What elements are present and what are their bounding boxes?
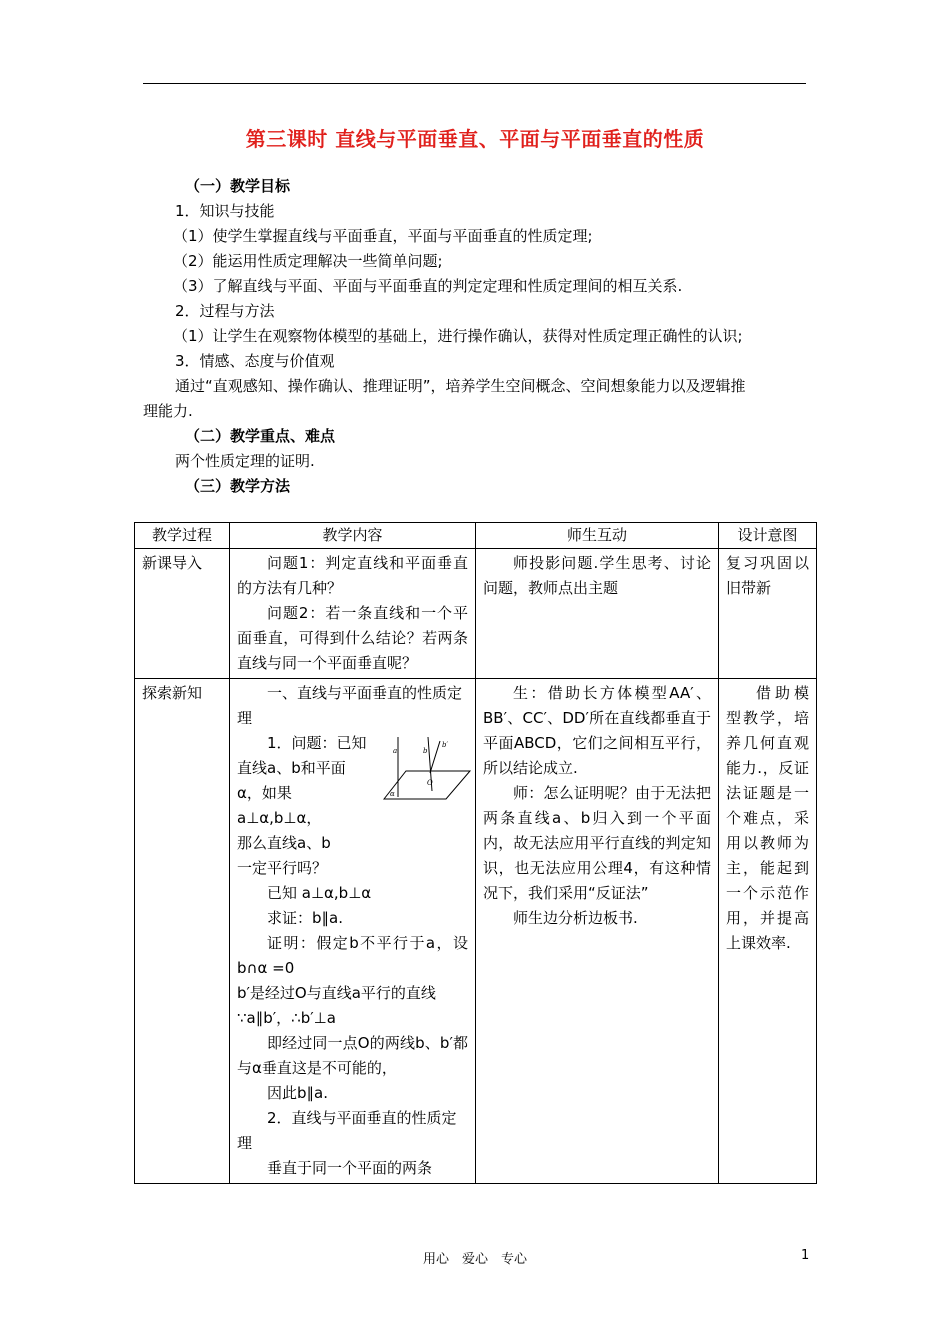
row2-interaction-2: 师：怎么证明呢？由于无法把两条直线a、b归入到一个平面内，故无法应用平行直线的判定知识，也无法应用公理4，有这种情况下，我们采用“反证法” [483, 784, 711, 902]
row1-question-2: 问题2：若一条直线和一个平面垂直，可得到什么结论？若两条直线与同一个平面垂直呢？ [237, 604, 468, 672]
header-content: 教学内容 [230, 523, 476, 549]
row2-content-6: b′是经过O与直线a平行的直线 [237, 984, 436, 1002]
knowledge-heading: 1．知识与技能 [175, 202, 275, 220]
row2-content-2b: a⊥α,b⊥α， [237, 809, 322, 827]
keypoints-text: 两个性质定理的证明. [175, 452, 315, 470]
row1-question-1: 问题1：判定直线和平面垂直的方法有几种？ [237, 554, 468, 597]
table-row [135, 679, 817, 1184]
emotion-text-line-2: 理能力. [143, 402, 193, 420]
figure-label-b-prime: b′ [442, 741, 449, 749]
line-b-prime [430, 741, 440, 773]
row1-interaction [476, 549, 719, 679]
figure-label-o: O [427, 779, 433, 787]
table-header-row [135, 523, 817, 549]
lesson-table [134, 522, 817, 1184]
row2-content-2a: 1．问题：已知直线a、b和平面α，如果 [237, 734, 367, 802]
process-item-1: （1）让学生在观察物体模型的基础上，进行操作确认，获得对性质定理正确性的认识; [173, 327, 743, 345]
figure-label-alpha: α [390, 790, 395, 798]
figure-label-b: b [423, 747, 428, 755]
row2-content-10: 2．直线与平面垂直的性质定理 [237, 1109, 457, 1152]
row2-content-3: 已知 a⊥α,b⊥α [267, 884, 372, 902]
objectives-heading: （一）教学目标 [185, 177, 291, 195]
row2-interaction [476, 679, 719, 1184]
header-intent: 设计意图 [719, 523, 817, 549]
figure-label-a: a [393, 747, 398, 755]
row1-interaction-text: 师投影问题.学生思考、讨论问题，教师点出主题 [483, 554, 711, 597]
perpendicular-lines-figure [376, 733, 472, 815]
row2-interaction-3: 师生边分析边板书. [513, 909, 638, 927]
row1-intent-text: 复习巩固以旧带新 [726, 554, 809, 597]
process-heading: 2．过程与方法 [175, 302, 275, 320]
emotion-text-line-1: 通过“直观感知、操作确认、推理证明”，培养学生空间概念、空间想象能力以及逻辑推 [175, 377, 746, 395]
methods-heading: （三）教学方法 [185, 477, 291, 495]
row2-content-1: 一、直线与平面垂直的性质定理 [237, 684, 463, 727]
row2-content-8: 即经过同一点O的两线b、b′都与α垂直这是不可能的， [237, 1034, 468, 1077]
knowledge-item-3: （3）了解直线与平面、平面与平面垂直的判定定理和性质定理间的相互关系. [173, 277, 683, 295]
row1-intent [719, 549, 817, 679]
row2-intent-text: 借助模型教学，培养几何直观能力.，反证法证题是一个难点，采用以教师为主，能起到一个示范作用，并提高上课效率. [726, 684, 809, 952]
header-rule [143, 83, 806, 84]
row2-content [230, 679, 476, 1184]
table-row [135, 549, 817, 679]
row2-content-2c: 那么直线a、b [237, 834, 331, 852]
row2-content-2d: 一定平行吗？ [237, 859, 328, 877]
row2-stage: 探索新知 [135, 679, 230, 1184]
row2-content-5: 证明：假定b不平行于a，设b∩α =0 [237, 934, 468, 977]
page-number: 1 [801, 1248, 810, 1263]
knowledge-item-2: （2）能运用性质定理解决一些简单问题; [173, 252, 443, 270]
row2-content-4: 求证：b∥a. [267, 909, 343, 927]
header-stage: 教学过程 [135, 523, 230, 549]
header-interaction: 师生互动 [476, 523, 719, 549]
keypoints-heading: （二）教学重点、难点 [185, 427, 336, 445]
page-title: 第三课时 直线与平面垂直、平面与平面垂直的性质 [245, 127, 705, 151]
row2-content-9: 因此b∥a. [267, 1084, 328, 1102]
row2-intent [719, 679, 817, 1184]
emotion-heading: 3．情感、态度与价值观 [175, 352, 335, 370]
row1-content [230, 549, 476, 679]
footer-motto: 用心 爱心 专心 [422, 1252, 527, 1267]
row2-interaction-1: 生：借助长方体模型AA′、BB′、CC′、DD′所在直线都垂直于平面ABCD，它们之间相互平行，所以结论成立. [483, 684, 711, 777]
row2-content-7: ∵a∥b′，∴b′⊥a [237, 1009, 336, 1027]
row2-content-11: 垂直于同一个平面的两条 [267, 1159, 433, 1177]
row1-stage: 新课导入 [135, 549, 230, 679]
knowledge-item-1: （1）使学生掌握直线与平面垂直，平面与平面垂直的性质定理; [173, 227, 593, 245]
